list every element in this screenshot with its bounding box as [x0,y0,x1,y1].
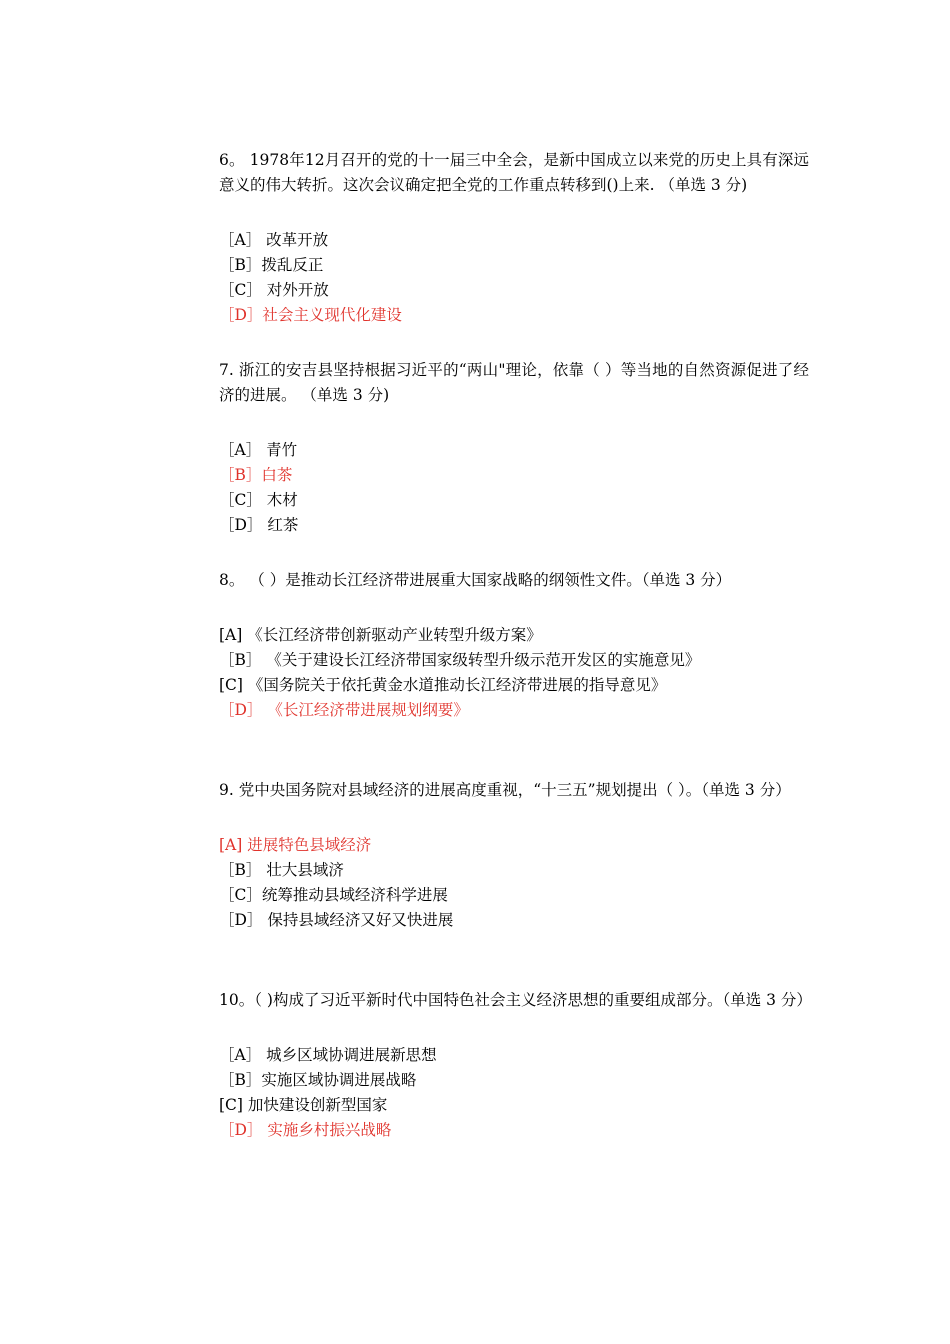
option-b: ［B］ 《关于建设长江经济带国家级转型升级示范开发区的实施意见》 [219,651,701,669]
option-c: ［C］ 对外开放 [219,281,329,299]
option-d-correct: ［D］社会主义现代化建设 [219,306,402,324]
option-c: ［C］ 木材 [219,491,298,509]
option-d: ［D］ 红茶 [219,516,299,534]
option-b: ［B］实施区域协调进展战略 [219,1071,417,1089]
question-text: 8。 （ ）是推动长江经济带进展重大国家战略的纲领性文件。（单选 3 分） [219,571,732,589]
question-text: 10。（ )构成了习近平新时代中国特色社会主义经济思想的重要组成部分。（单选 3 分） [219,991,812,1009]
question-9 [219,778,809,933]
option-c: ［C］统筹推动县域经济科学进展 [219,886,448,904]
option-list [219,1043,809,1143]
option-a: [A] 《长江经济带创新驱动产业转型升级方案》 [219,626,542,644]
option-list [219,228,809,328]
question-text: 9. 党中央国务院对县域经济的进展高度重视，“十三五”规划提出（ ）。（单选 3 分） [219,781,791,799]
option-list [219,833,809,933]
question-6 [219,148,809,328]
question-10 [219,988,812,1143]
option-b: ［B］拨乱反正 [219,256,324,274]
option-list [219,438,809,538]
option-list [219,623,809,723]
question-7 [219,358,809,538]
question-8 [219,568,809,723]
option-c: [C] 《国务院关于依托黄金水道推动长江经济带进展的指导意见》 [219,676,667,694]
option-a: ［A］ 青竹 [219,441,298,459]
option-d: ［D］ 保持县域经济又好又快进展 [219,911,454,929]
question-text: 6。 1978年12月召开的党的十一届三中全会，是新中国成立以来党的历史上具有深远意义的伟大转折。这次会议确定把全党的工作重点转移到()上来. （单选 3 分) [219,151,809,194]
option-b-correct: ［B］白茶 [219,466,293,484]
option-c: [C] 加快建设创新型国家 [219,1096,388,1114]
option-a-correct: [A] 进展特色县域经济 [219,836,372,854]
question-text: 7. 浙江的安吉县坚持根据习近平的“两山"理论，依靠（ ）等当地的自然资源促进了经济的进展。 （单选 3 分) [219,361,809,404]
option-d-correct: ［D］ 实施乡村振兴战略 [219,1121,392,1139]
option-a: ［A］ 城乡区域协调进展新思想 [219,1046,437,1064]
option-d-correct: ［D］ 《长江经济带进展规划纲要》 [219,701,469,719]
option-a: ［A］ 改革开放 [219,231,329,249]
option-b: ［B］ 壮大县域济 [219,861,344,879]
